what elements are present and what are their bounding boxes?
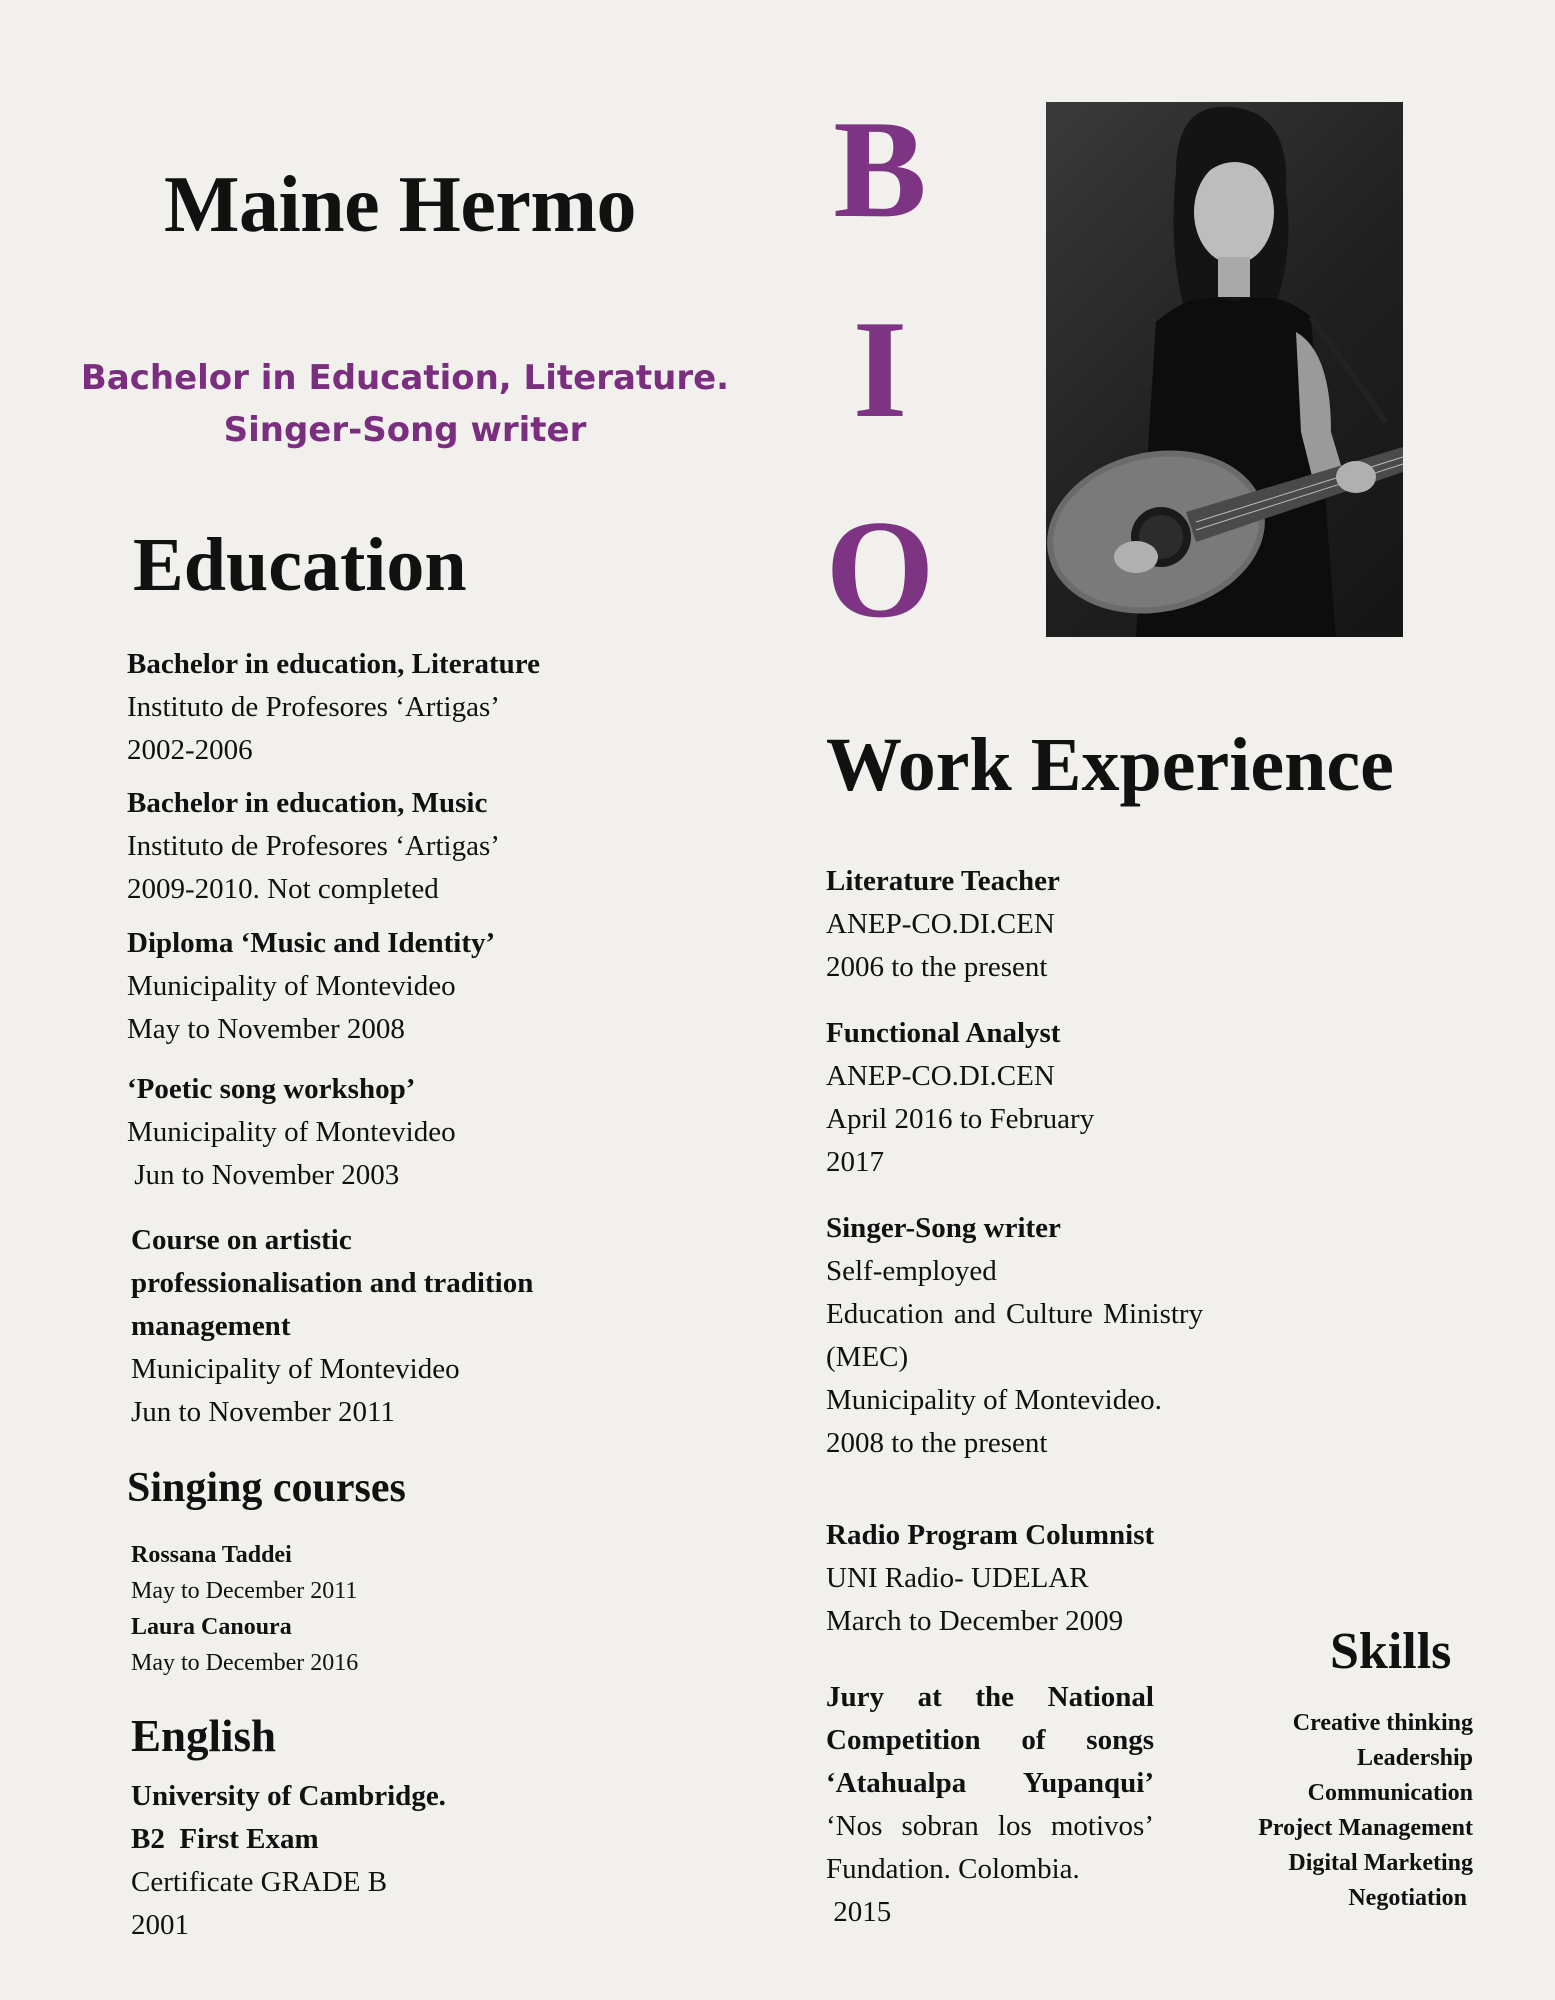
job-line: 2008 to the present (826, 1427, 1048, 1459)
skill-item: Creative thinking (1292, 1710, 1473, 1736)
education-dates: 2009-2010. Not completed (127, 873, 439, 905)
education-institution: Instituto de Profesores ‘Artigas’ (127, 691, 500, 723)
skill-item: Leadership (1356, 1745, 1473, 1771)
education-degree: ‘Poetic song workshop’ (127, 1073, 416, 1105)
subtitle-line: Bachelor in Education, Literature. (80, 358, 730, 398)
job-line: April 2016 to February (826, 1103, 1095, 1135)
english-year: 2001 (131, 1909, 189, 1941)
education-item (127, 922, 495, 1051)
bio-letter-o: O (825, 492, 935, 647)
education-degree: Bachelor in education, Literature (127, 648, 540, 680)
work-item (826, 1514, 1154, 1643)
job-title: Jury at the National Competition of songs ‘Atahualpa Yupanqui’ (826, 1681, 1154, 1799)
education-degree-line: Course on artistic (131, 1224, 352, 1256)
education-institution: Municipality of Montevideo (131, 1353, 460, 1385)
singing-courses-heading: Singing courses (127, 1465, 406, 1511)
job-line: Education and Culture Ministry (826, 1298, 1204, 1330)
english-details (131, 1775, 446, 1947)
job-line: ANEP-CO.DI.CEN (826, 1060, 1055, 1092)
education-item (131, 1219, 533, 1434)
bio-letter-i: I (852, 292, 908, 447)
education-institution: Municipality of Montevideo (127, 970, 456, 1002)
education-degree-line: management (131, 1310, 291, 1342)
job-title: Singer-Song writer (826, 1212, 1061, 1244)
portrait-photo (1046, 102, 1403, 637)
job-line: UNI Radio- UDELAR (826, 1562, 1089, 1594)
work-item (826, 1676, 1154, 1934)
bio-letter-b: B (833, 92, 927, 247)
subtitle-line: Singer-Song writer (223, 410, 587, 450)
education-item (127, 1068, 456, 1197)
job-title: Literature Teacher (826, 865, 1060, 897)
job-line: 2017 (826, 1146, 884, 1178)
skill-item: Negotiation (1348, 1885, 1473, 1911)
skills-heading: Skills (1330, 1623, 1452, 1680)
english-exam: B2 First Exam (131, 1823, 319, 1855)
education-item (127, 782, 500, 911)
english-institution: University of Cambridge. (131, 1780, 446, 1812)
portrait-illustration (1046, 102, 1403, 637)
job-title: Functional Analyst (826, 1017, 1061, 1049)
education-institution: Municipality of Montevideo (127, 1116, 456, 1148)
education-heading: Education (133, 523, 467, 607)
education-institution: Instituto de Profesores ‘Artigas’ (127, 830, 500, 862)
skill-item: Communication (1307, 1780, 1473, 1806)
skill-item: Project Management (1258, 1815, 1473, 1841)
job-line: Municipality of Montevideo. (826, 1384, 1162, 1416)
job-line: ANEP-CO.DI.CEN (826, 908, 1055, 940)
education-dates: Jun to November 2003 (127, 1159, 400, 1191)
skill-item: Digital Marketing (1288, 1850, 1473, 1876)
education-degree-line: professionalisation and tradition (131, 1267, 534, 1299)
job-line: ‘Nos sobran los motivos’ Fundation. Colombia. (826, 1810, 1154, 1885)
education-dates: May to November 2008 (127, 1013, 405, 1045)
education-dates: 2002-2006 (127, 734, 253, 766)
course-dates: May to December 2011 (131, 1578, 358, 1604)
english-grade: Certificate GRADE B (131, 1866, 388, 1898)
education-dates: Jun to November 2011 (131, 1396, 395, 1428)
education-degree: Bachelor in education, Music (127, 787, 488, 819)
job-line: March to December 2009 (826, 1605, 1124, 1637)
job-line: Self-employed (826, 1255, 997, 1287)
person-name: Maine Hermo (163, 161, 637, 249)
course-dates: May to December 2016 (131, 1650, 359, 1676)
english-heading: English (131, 1711, 277, 1761)
job-line: (MEC) (826, 1341, 909, 1373)
work-item (826, 1207, 1203, 1465)
work-item (826, 860, 1060, 989)
job-line: 2015 (826, 1896, 892, 1928)
work-experience-heading: Work Experience (826, 723, 1394, 807)
education-item (127, 643, 540, 772)
teacher-name: Laura Canoura (131, 1614, 292, 1640)
job-line: 2006 to the present (826, 951, 1048, 983)
skills-list (1180, 1706, 1473, 1916)
education-degree: Diploma ‘Music and Identity’ (127, 927, 496, 959)
subtitle (60, 352, 750, 456)
work-item (826, 1012, 1094, 1184)
singing-courses-list (131, 1537, 358, 1681)
job-title: Radio Program Columnist (826, 1519, 1155, 1551)
teacher-name: Rossana Taddei (131, 1542, 292, 1568)
